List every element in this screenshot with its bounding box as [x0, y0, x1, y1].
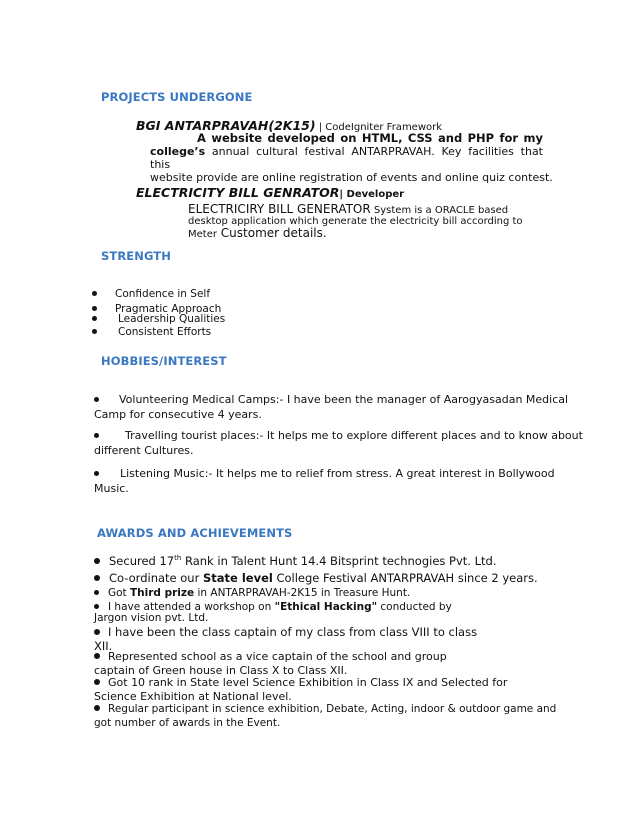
bullet-icon — [94, 558, 100, 564]
award-item — [94, 650, 447, 678]
bullet-icon — [94, 471, 99, 476]
award-4-post: conducted by — [377, 601, 452, 613]
hobby-item — [94, 466, 564, 496]
award-2-pre: Co-ordinate our — [109, 571, 203, 585]
award-4-bold: "Ethical Hacking" — [274, 601, 378, 613]
hobby-item — [94, 428, 583, 458]
strength-item — [92, 327, 211, 337]
bullet-icon — [94, 653, 100, 659]
project-2-desc-small1: System is a ORACLE based — [370, 205, 509, 216]
awards-heading: AWARDS AND ACHIEVEMENTS — [97, 526, 293, 540]
project-2-description — [188, 202, 523, 241]
hobby-item — [94, 392, 569, 422]
hobby-line2: different Cultures. — [94, 444, 194, 457]
award-3-pre: Got — [108, 587, 131, 599]
award-1-pre: Secured 17 — [109, 554, 175, 568]
project-1-desc-bold: college’s — [150, 145, 206, 158]
bullet-icon — [94, 590, 99, 595]
award-2-post: College Festival ANTARPRAVAH since 2 years. — [272, 571, 538, 585]
award-5-line2: XII. — [94, 639, 113, 653]
project-2-desc-line2: desktop application which generate the electricity bill according to — [188, 216, 523, 227]
award-7-line2: Science Exhibition at National level. — [94, 690, 292, 703]
award-8-line2: got number of awards in the Event. — [94, 717, 281, 729]
award-4-pre: I have attended a workshop on — [108, 601, 275, 613]
strength-item-label: Pragmatic Approach — [115, 303, 222, 315]
award-5-line1: I have been the class captain of my class from class VIII to class — [108, 625, 478, 639]
award-item — [94, 554, 496, 568]
bullet-icon — [94, 705, 100, 711]
project-2-desc-big1: ELECTRICIRY BILL GENERATOR — [188, 202, 371, 216]
award-1-post: Rank in Talent Hunt 14.4 Bitsprint technogies Pvt. Ltd. — [181, 554, 497, 568]
hobby-line1: Listening Music:- It helps me to relief from stress. A great interest in Bollywood — [120, 467, 555, 480]
bullet-icon — [92, 316, 97, 321]
project-1-desc-line1: A website developed on HTML, CSS and PHP for my — [197, 131, 543, 145]
project-2-desc-big3: Customer details. — [216, 226, 327, 240]
project-2-title: ELECTRICITY BILL GENRATOR — [136, 185, 340, 200]
project-1-desc-line2 — [150, 145, 543, 171]
hobby-line2: Camp for consecutive 4 years. — [94, 408, 262, 421]
project-1-desc-rest: annual cultural festival ANTARPRAVAH. Key facilities that this — [150, 145, 543, 171]
bullet-icon — [92, 306, 97, 311]
strength-item-label: Consistent Efforts — [118, 326, 212, 338]
project-2-role: | Developer — [339, 189, 405, 200]
hobby-line1: Volunteering Medical Camps:- I have been the manager of Aarogyasadan Medical — [119, 393, 569, 406]
strength-item — [92, 288, 210, 300]
award-8-line1: Regular participant in science exhibition, Debate, Acting, indoor & outdoor game and — [108, 703, 557, 715]
award-3-bold: Third prize — [130, 587, 195, 599]
bullet-icon — [92, 291, 97, 296]
project-1-sep: | — [315, 122, 326, 133]
hobby-line1: Travelling tourist places:- It helps me to explore different places and to know about — [125, 429, 583, 442]
project-2-header — [136, 182, 404, 201]
bullet-icon — [94, 575, 100, 581]
hobbies-heading: HOBBIES/INTEREST — [101, 354, 227, 368]
hobby-line2: Music. — [94, 482, 129, 495]
bullet-icon — [94, 604, 99, 609]
projects-heading: PROJECTS UNDERGONE — [101, 90, 253, 104]
project-1-framework: CodeIgniter Framework — [325, 122, 443, 133]
award-7-line1: Got 10 rank in State level Science Exhibition in Class IX and Selected for — [108, 676, 508, 689]
bullet-icon — [92, 329, 97, 334]
award-item — [94, 602, 452, 624]
strength-item-label: Leadership Qualities — [118, 313, 226, 325]
bullet-icon — [94, 679, 100, 685]
strength-heading: STRENGTH — [101, 249, 171, 263]
award-3-post: in ANTARPRAVAH-2K15 in Treasure Hunt. — [194, 587, 411, 599]
award-item — [94, 676, 507, 704]
award-item — [94, 587, 410, 599]
award-item — [94, 571, 538, 585]
project-1-desc-line3: website provide are online registration of events and online quiz contest. — [150, 171, 553, 184]
award-2-bold: State level — [202, 571, 273, 585]
award-item — [94, 702, 556, 730]
award-6-line1: Represented school as a vice captain of the school and group — [108, 650, 447, 663]
award-1-sup: th — [174, 554, 182, 563]
bullet-icon — [94, 397, 99, 402]
bullet-icon — [94, 629, 100, 635]
award-6-line2: captain of Green house in Class X to Class XII. — [94, 664, 348, 677]
award-item — [94, 625, 477, 653]
project-1-description — [150, 131, 553, 184]
strength-item — [92, 314, 225, 324]
bullet-icon — [94, 433, 99, 438]
strength-item-label: Confidence in Self — [115, 288, 211, 300]
project-2-desc-small3: Meter — [188, 229, 217, 240]
award-4-line2: Jargon vision pvt. Ltd. — [94, 612, 209, 624]
project-1-title: BGI ANTARPRAVAH(2K15) — [136, 118, 316, 133]
